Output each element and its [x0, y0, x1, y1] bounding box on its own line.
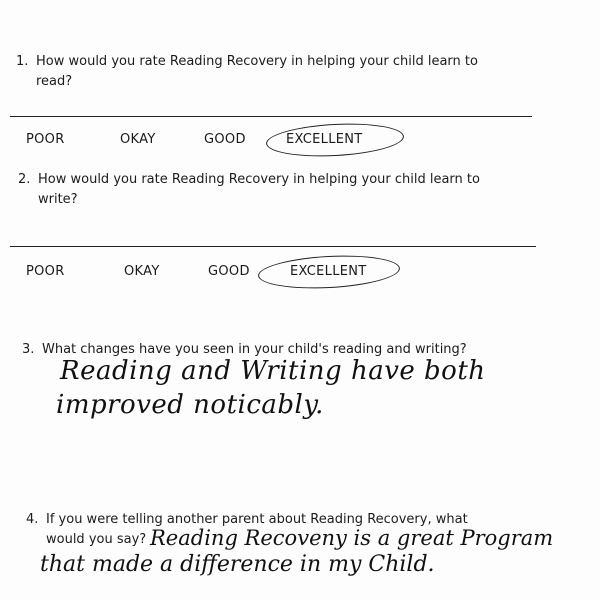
question-4-line-2: would you say? — [46, 532, 147, 547]
q3-handwritten-answer-line-2: improved noticably. — [56, 390, 324, 420]
q1-option-poor: POOR — [26, 132, 65, 147]
q2-option-okay: OKAY — [124, 264, 160, 279]
question-4-number: 4. — [26, 512, 39, 527]
q4-handwritten-answer-line-1: Reading Recoveny is a great Program — [150, 526, 554, 550]
question-4-line-1: If you were telling another parent about Reading Recovery, what — [46, 512, 468, 527]
question-1-line-1: How would you rate Reading Recovery in helping your child learn to — [36, 54, 478, 69]
question-3-text: What changes have you seen in your child's reading and writing? — [42, 342, 467, 357]
q2-option-poor: POOR — [26, 264, 65, 279]
q1-selection-circle — [265, 120, 404, 159]
question-2-text — [38, 170, 480, 210]
q3-handwritten-answer-line-1: Reading and Writing have both — [60, 356, 486, 386]
q1-option-okay: OKAY — [120, 132, 156, 147]
question-1-number: 1. — [16, 54, 29, 69]
q2-option-excellent: EXCELLENT — [290, 264, 367, 279]
question-1-answer-line — [10, 116, 532, 117]
question-2-line-2: write? — [38, 192, 78, 207]
q4-handwritten-answer-line-2: that made a difference in my Child. — [40, 552, 435, 577]
question-1-text — [36, 52, 478, 92]
question-2-answer-line — [10, 246, 536, 247]
q2-option-good: GOOD — [208, 264, 250, 279]
question-1-line-2: read? — [36, 74, 73, 89]
question-1 — [16, 52, 478, 92]
question-2-line-1: How would you rate Reading Recovery in helping your child learn to — [38, 172, 480, 187]
q1-option-excellent: EXCELLENT — [286, 132, 363, 147]
q1-option-good: GOOD — [204, 132, 246, 147]
question-2 — [18, 170, 480, 210]
question-2-number: 2. — [18, 172, 31, 187]
q2-selection-circle — [257, 252, 400, 291]
question-3-number: 3. — [22, 342, 35, 357]
